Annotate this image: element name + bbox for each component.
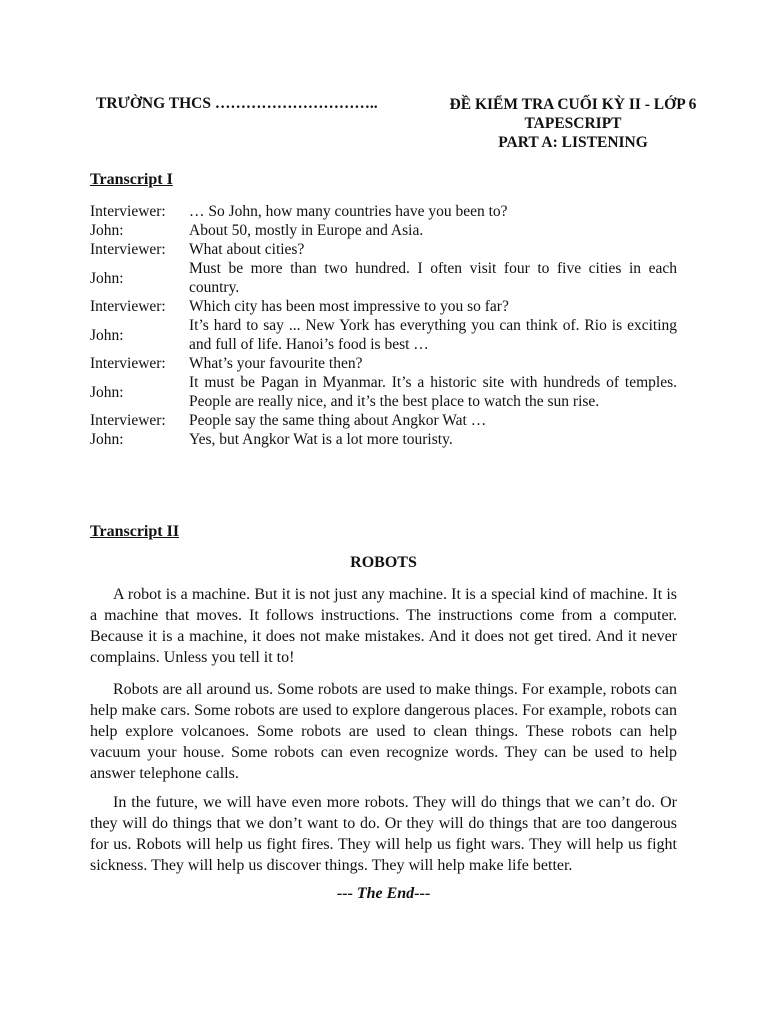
speaker-label: Interviewer:	[90, 203, 166, 220]
transcript-1-table	[90, 202, 677, 449]
paragraph-2: Robots are all around us. Some robots are used to make things. For example, robots can help make cars. Some robots are used to explore dangerous places. For example, robots can help explore volcanoes. Some robots are used to clean things. These robots can help vacuum your house. Some robots can even recognize words. They can be used to help answer telephone calls.	[90, 681, 677, 782]
part-label: PART A: LISTENING	[498, 134, 648, 151]
speech-text: Yes, but Angkor Wat is a lot more touristy.	[189, 431, 453, 448]
robots-heading: ROBOTS	[350, 554, 417, 571]
speech-text: Which city has been most impressive to you so far?	[189, 298, 509, 315]
speech-text: … So John, how many countries have you been to?	[189, 203, 508, 220]
speaker-label: Interviewer:	[90, 412, 166, 429]
speaker-label: John:	[90, 383, 124, 401]
table-row	[90, 259, 677, 297]
table-row	[90, 240, 677, 259]
table-row	[90, 297, 677, 316]
tapescript-label: TAPESCRIPT	[524, 115, 622, 132]
table-row	[90, 354, 677, 373]
school-name: TRƯỜNG THCS …………………………..	[96, 95, 378, 112]
speech-text: Must be more than two hundred. I often visit four to five cities in each country.	[189, 260, 677, 296]
exam-header	[438, 95, 708, 152]
speaker-label: John:	[90, 269, 124, 287]
end-prefix: ---	[336, 885, 357, 902]
paragraph-1: A robot is a machine. But it is not just any machine. It is a special kind of machine. It is a machine that moves. It follows instructions. The instructions come from a computer. Because it is a machine, it does not make mistakes. And it does not get tired. And it never complains. Unless you tell it to!	[90, 586, 677, 666]
transcript-2-title: Transcript II	[90, 523, 180, 540]
paragraph-3: In the future, we will have even more robots. They will do things that we can’t do. Or they will do things that we don’t want to do. Or they will do things that are too dangerous for us. Robots will help us fight fires. They will help us fight wars. They will help us fight sickness. They will help us discover things. They will help make life better.	[90, 794, 677, 874]
transcript-1-title: Transcript I	[90, 171, 173, 188]
table-row	[90, 373, 677, 411]
table-row	[90, 430, 677, 449]
speech-text: What about cities?	[189, 241, 305, 258]
table-row	[90, 221, 677, 240]
table-row	[90, 316, 677, 354]
speaker-label: John:	[90, 222, 124, 239]
speech-text: People say the same thing about Angkor Wat …	[189, 412, 487, 429]
speech-text: It must be Pagan in Myanmar. It’s a historic site with hundreds of temples. People are really nice, and it’s the best place to watch the sun rise.	[189, 374, 677, 410]
speaker-label: John:	[90, 326, 124, 344]
speaker-label: Interviewer:	[90, 355, 166, 372]
speech-text: About 50, mostly in Europe and Asia.	[189, 222, 424, 239]
the-end-line	[90, 885, 677, 903]
speech-text: It’s hard to say ... New York has everything you can think of. Rio is exciting and full of life. Hanoi’s food is best …	[189, 317, 677, 353]
table-row	[90, 202, 677, 221]
table-row	[90, 411, 677, 430]
exam-title: ĐỀ KIỂM TRA CUỐI KỲ II - LỚP 6	[449, 96, 697, 113]
speech-text: What’s your favourite then?	[189, 355, 363, 372]
speaker-label: Interviewer:	[90, 298, 166, 315]
speaker-label: John:	[90, 431, 124, 448]
end-suffix: ---	[414, 885, 431, 902]
speaker-label: Interviewer:	[90, 241, 166, 258]
end-text: The End	[356, 885, 415, 902]
